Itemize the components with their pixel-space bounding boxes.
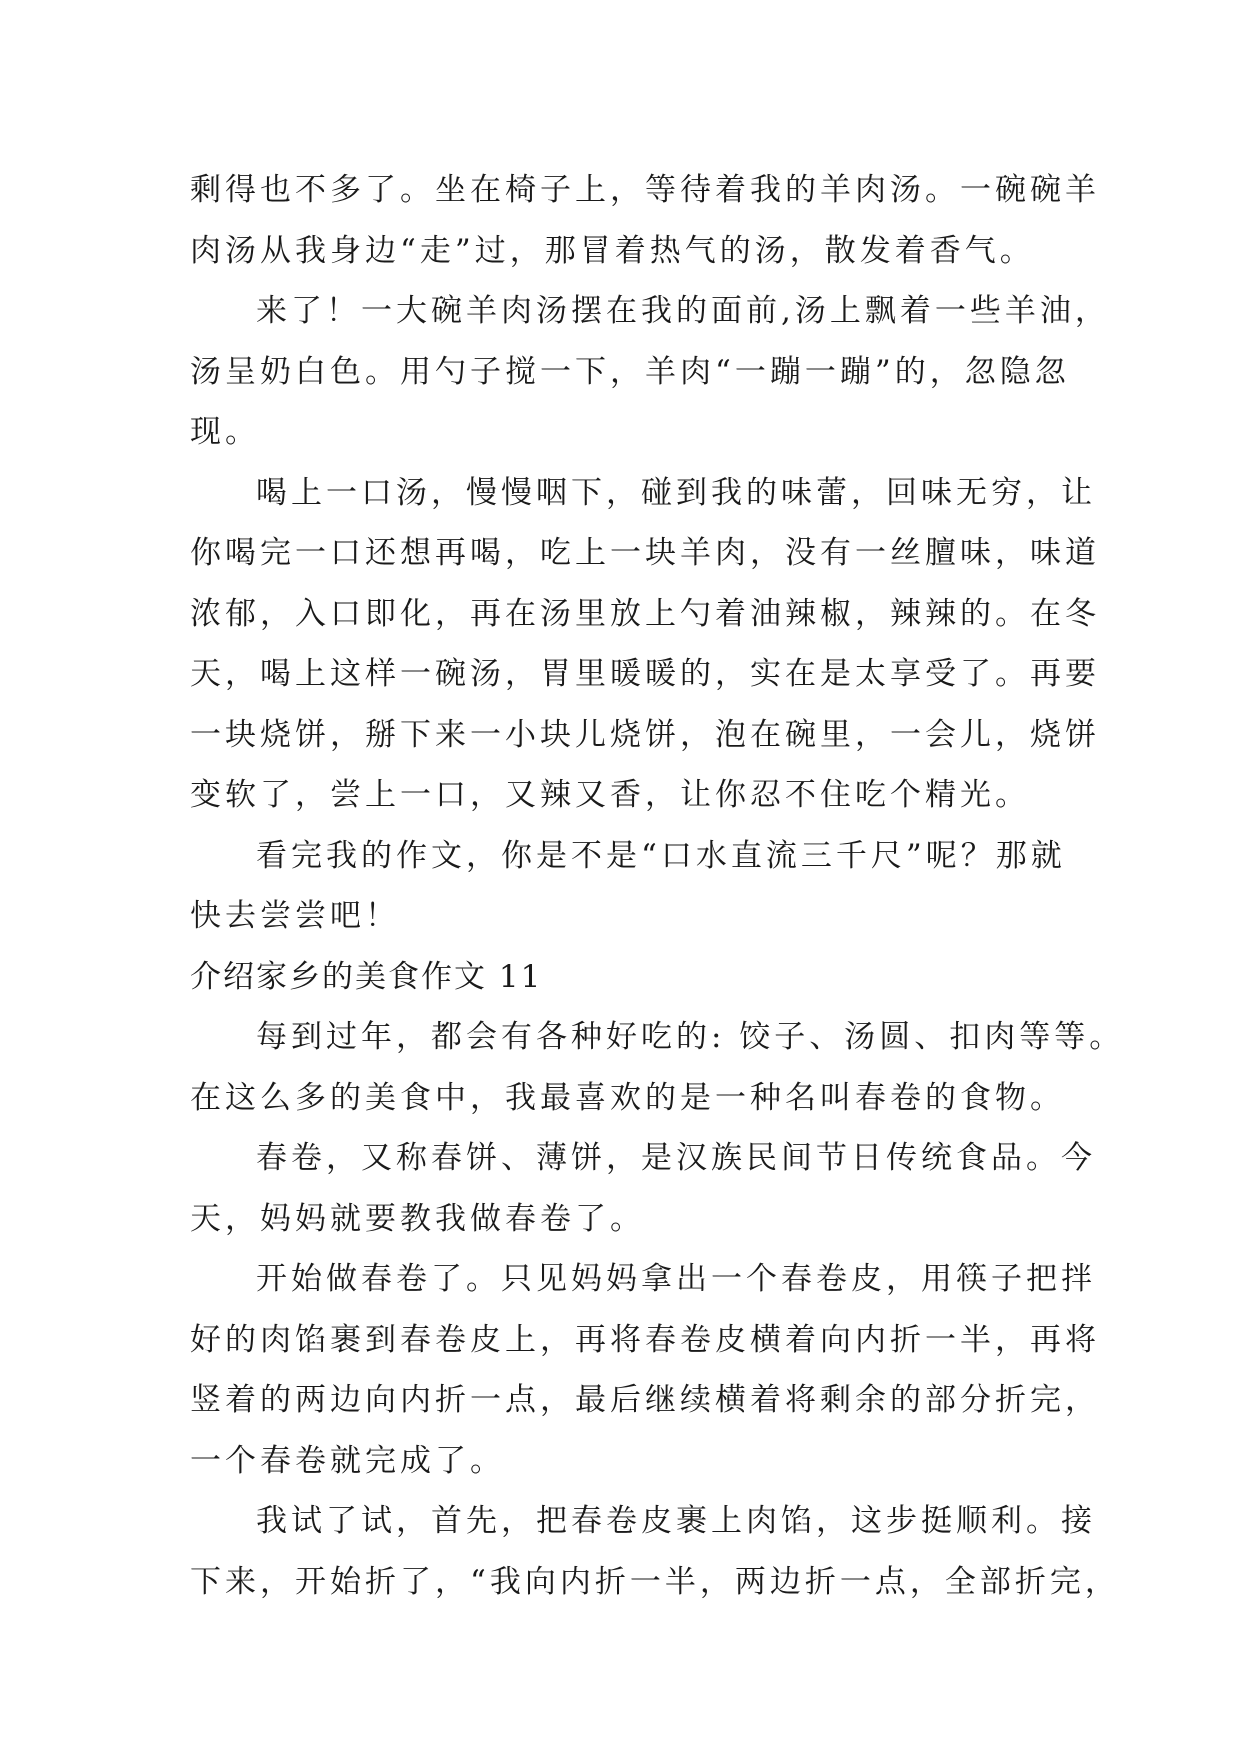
essay-body (190, 160, 1125, 1612)
text-line: 快去尝尝吧！ (190, 898, 400, 934)
text-line: 在这么多的美食中，我最喜欢的是一种名叫春卷的食物。 (190, 1079, 1065, 1116)
paragraph-start-line: 春卷，又称春饼、薄饼，是汉族民间节日传统食品。今 (256, 1140, 1096, 1176)
text-line: 下来，开始折了，“我向内折一半，两边折一点，全部折完， (190, 1563, 1120, 1600)
section-heading: 介绍家乡的美食作文 11 (190, 958, 543, 995)
paragraph-start-line: 每到过年，都会有各种好吃的: 饺子、汤圆、扣肉等等。 (256, 1019, 1125, 1055)
paragraph-start-line: 喝上一口汤，慢慢咽下，碰到我的味蕾，回味无穷，让 (256, 474, 1096, 511)
text-line: 天，妈妈就要教我做春卷了。 (190, 1200, 645, 1237)
text-line: 变软了，尝上一口，又辣又香，让你忍不住吃个精光。 (190, 777, 1030, 813)
paragraph-start-line: 我试了试，首先，把春卷皮裹上肉馅，这步挺顺利。接 (256, 1503, 1096, 1539)
text-line: 你喝完一口还想再喝，吃上一块羊肉，没有一丝膻味，味道 (190, 535, 1100, 571)
text-line: 剩得也不多了。坐在椅子上，等待着我的羊肉汤。一碗碗羊 (190, 172, 1100, 208)
paragraph-start-line: 看完我的作文，你是不是“口水直流三千尺”呢？那就 (256, 837, 1066, 874)
text-line: 浓郁，入口即化，再在汤里放上勺着油辣椒，辣辣的。在冬 (190, 595, 1100, 632)
text-line: 竖着的两边向内折一点，最后继续横着将剩余的部分折完， (190, 1382, 1100, 1418)
text-line: 好的肉馅裹到春卷皮上，再将春卷皮横着向内折一半，再将 (190, 1321, 1100, 1358)
text-line: 现。 (190, 414, 260, 450)
paragraph-start-line: 来了！一大碗羊肉汤摆在我的面前,汤上飘着一些羊油， (256, 293, 1110, 329)
paragraph-start-line: 开始做春卷了。只见妈妈拿出一个春卷皮，用筷子把拌 (256, 1261, 1096, 1297)
text-line: 天，喝上这样一碗汤，胃里暖暖的，实在是太享受了。再要 (190, 656, 1100, 692)
text-line: 肉汤从我身边“走”过，那冒着热气的汤，散发着香气。 (190, 232, 1035, 269)
text-line: 汤呈奶白色。用勺子搅一下，羊肉“一蹦一蹦”的，忽隐忽 (190, 353, 1070, 390)
text-line: 一块烧饼，掰下来一小块儿烧饼，泡在碗里，一会儿，烧饼 (190, 716, 1100, 753)
text-line: 一个春卷就完成了。 (190, 1442, 505, 1479)
